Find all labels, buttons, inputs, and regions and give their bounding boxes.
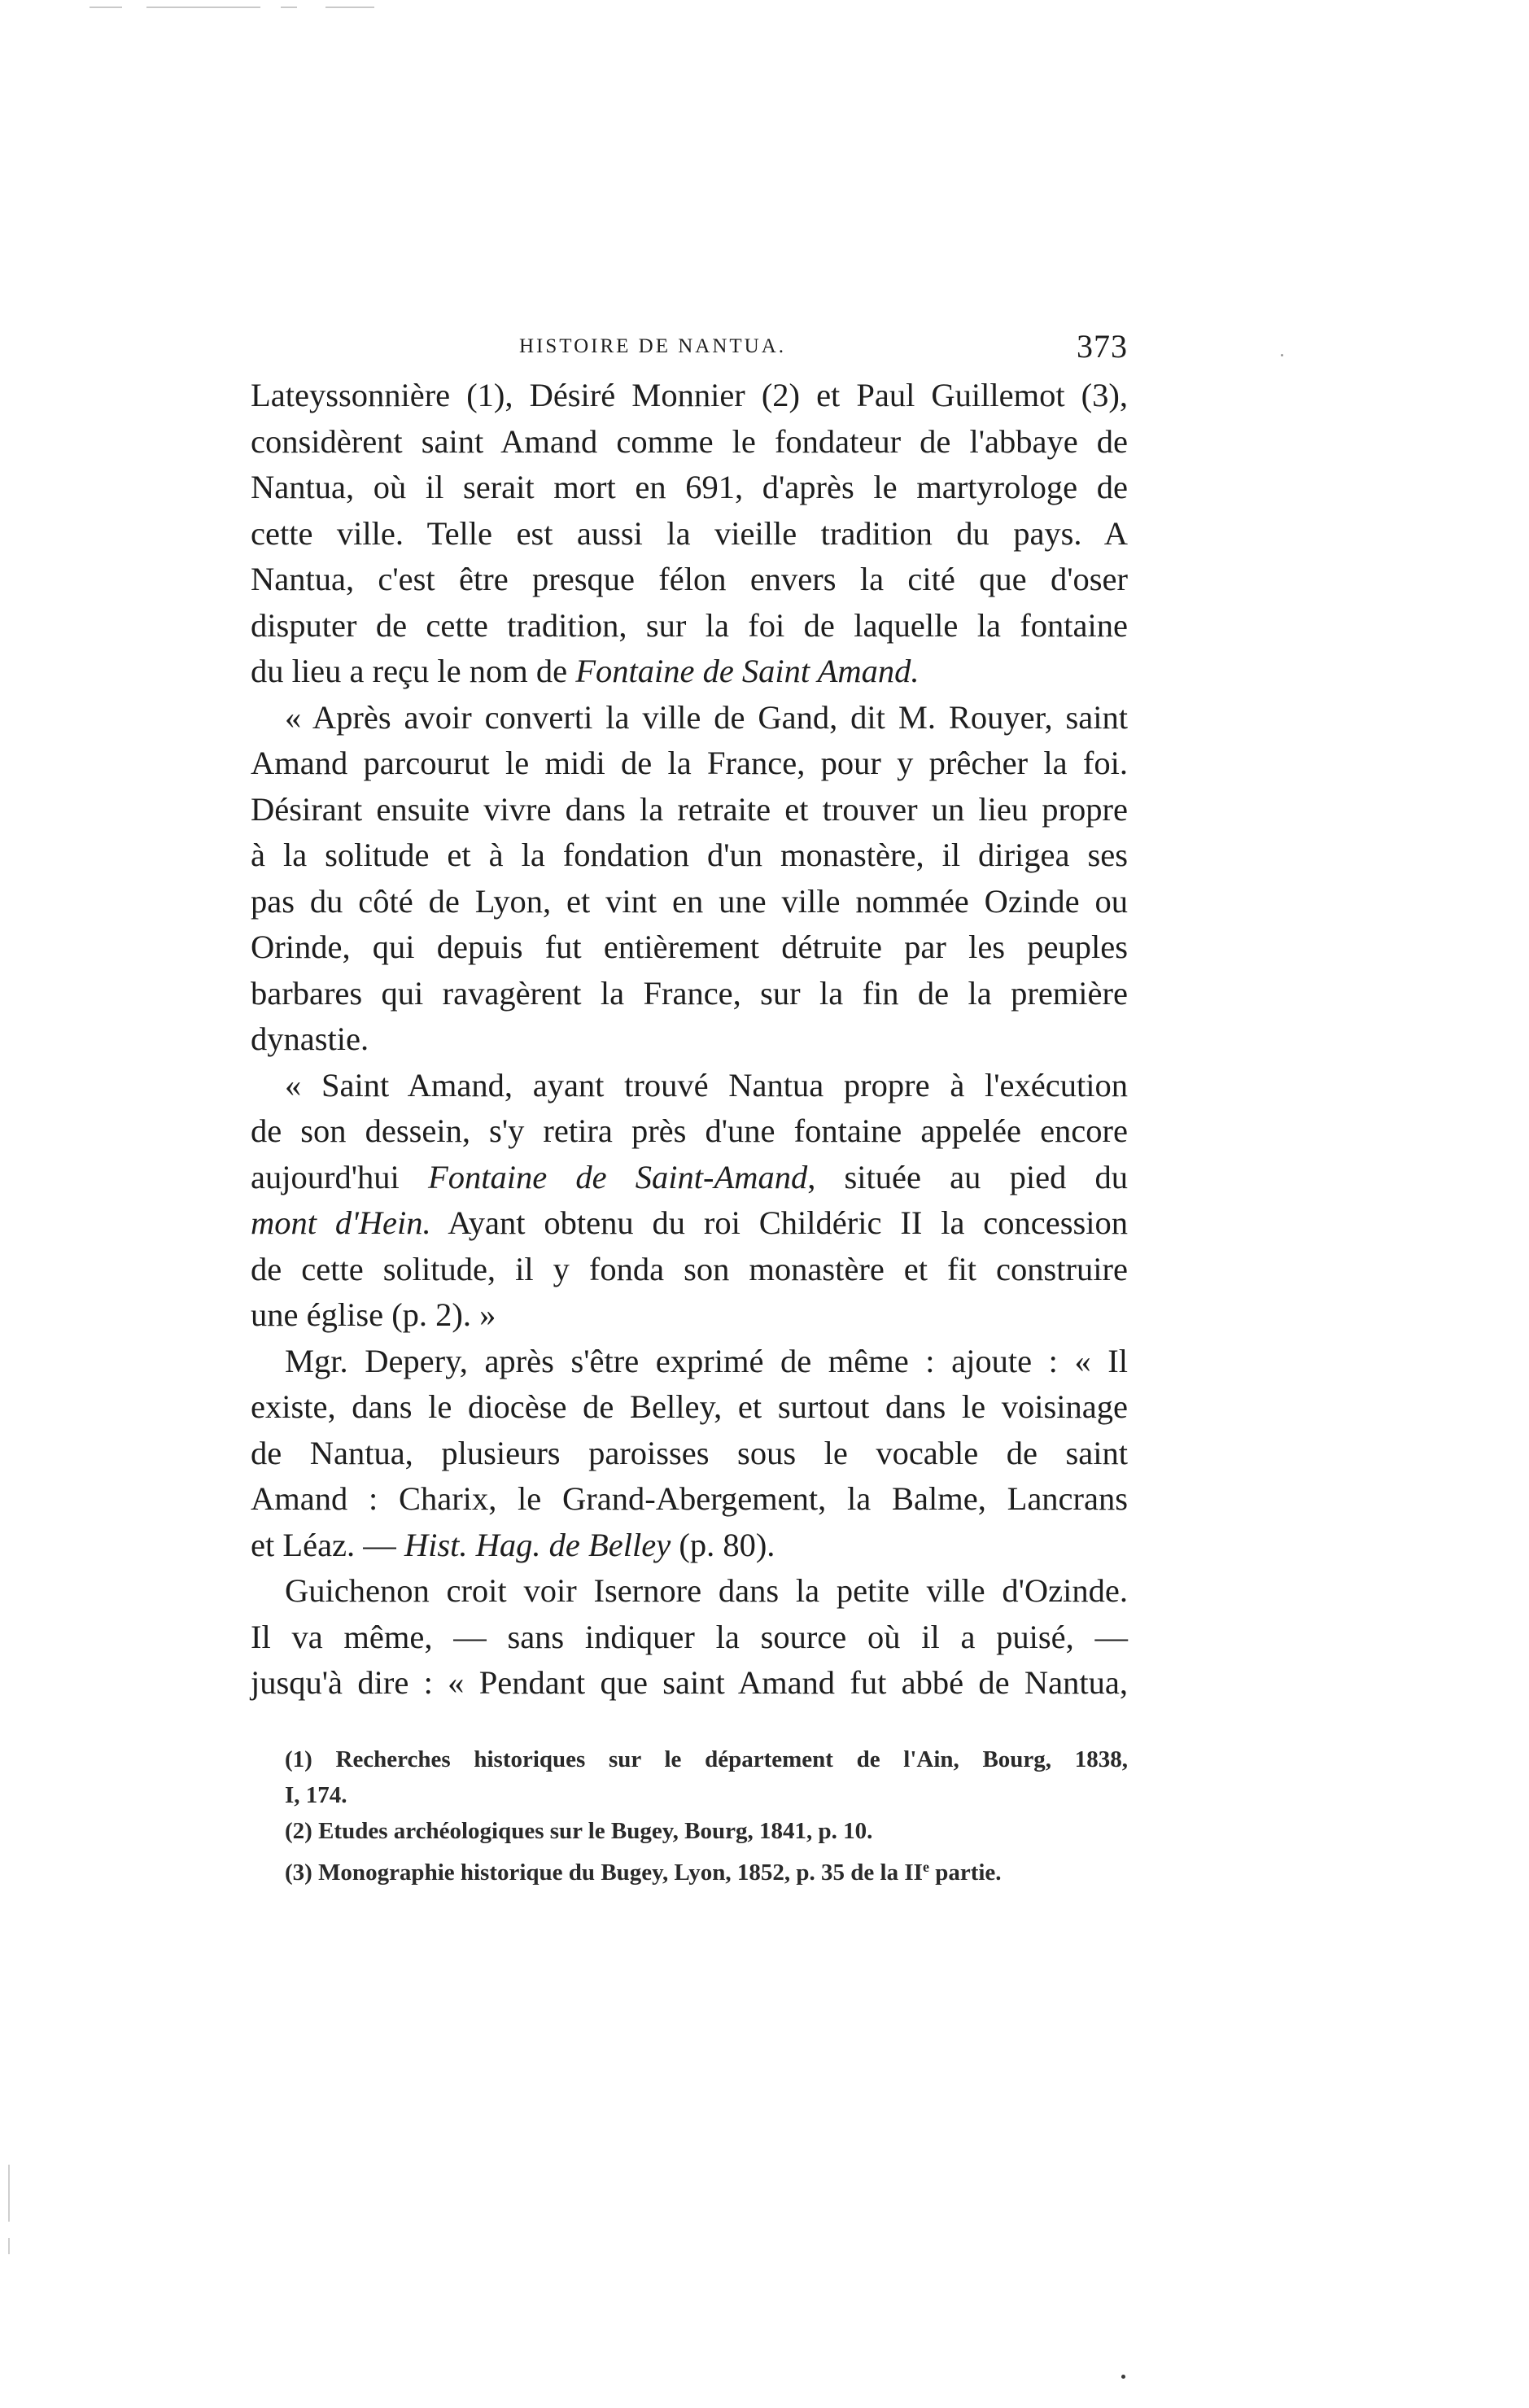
text-line: Nantua, où il serait mort en 691, d'après le martyrologe de bbox=[251, 469, 1128, 505]
running-title: HISTOIRE DE NANTUA. bbox=[519, 335, 787, 357]
text-line: cette ville. Telle est aussi la vieille tradition du pays. A bbox=[251, 514, 1128, 552]
text-line: de son dessein, s'y retira près d'une fontaine appelée encore bbox=[251, 1112, 1128, 1149]
page-number: 373 bbox=[1077, 328, 1128, 365]
text-line: Mgr. Depery, après s'être exprimé de même : ajoute : « Il bbox=[285, 1342, 1128, 1379]
scan-artifact bbox=[8, 2238, 10, 2254]
italic-place: mont d'Hein. bbox=[251, 1204, 431, 1241]
text-fragment: aujourd'hui bbox=[251, 1158, 400, 1195]
text-line bbox=[251, 1155, 1128, 1201]
text-line: à la solitude et à la fondation d'un monastère, il dirigea ses bbox=[251, 837, 1128, 873]
text-fragment: Ayant obtenu du roi Childéric II la concession bbox=[448, 1204, 1128, 1241]
text-line: « Après avoir converti la ville de Gand, dit M. Rouyer, saint bbox=[285, 698, 1128, 736]
footnote-2: (2) Etudes archéologiques sur le Bugey, Bourg, 1841, p. 10. bbox=[285, 1818, 873, 1844]
text-line: considèrent saint Amand comme le fondateur de l'abbaye de bbox=[251, 422, 1128, 460]
text-line: Lateyssonnière (1), Désiré Monnier (2) et Paul Guillemot (3), bbox=[251, 377, 1128, 413]
italic-title: Fontaine de Saint Amand. bbox=[575, 653, 920, 689]
text-line: Il va même, — sans indiquer la source où il a puisé, — bbox=[251, 1618, 1128, 1655]
text-line: Orinde, qui depuis fut entièrement détruite par les peuples bbox=[251, 929, 1128, 965]
text-fragment: (p. 80). bbox=[679, 1526, 775, 1563]
running-head bbox=[251, 328, 1128, 368]
text-line: dynastie. bbox=[251, 1020, 369, 1057]
text-line: de cette solitude, il y fonda son monastère et fit construire bbox=[251, 1250, 1128, 1287]
scan-artifact bbox=[8, 2165, 10, 2222]
text-line: Nantua, c'est être presque félon envers la cité que d'oser bbox=[251, 561, 1128, 597]
text-line: disputer de cette tradition, sur la foi de laquelle la fontaine bbox=[251, 606, 1128, 644]
text-line: Guichenon croit voir Isernore dans la petite ville d'Ozinde. bbox=[285, 1572, 1128, 1609]
text-fragment: et Léaz. — bbox=[251, 1526, 396, 1563]
text-line: Amand parcourut le midi de la France, pour y prêcher la foi. bbox=[251, 745, 1128, 781]
footnote-3-text: (3) Monographie historique du Bugey, Lyon, 1852, p. 35 de la II bbox=[285, 1860, 923, 1886]
text-line: de Nantua, plusieurs paroisses sous le vocable de saint bbox=[251, 1434, 1128, 1471]
text-line: Désirant ensuite vivre dans la retraite et trouver un lieu propre bbox=[251, 790, 1128, 828]
footnote-3-superscript: e bbox=[922, 1859, 929, 1875]
text-line: pas du côté de Lyon, et vint en une ville nommée Ozinde ou bbox=[251, 882, 1128, 920]
footnote-1-continued: I, 174. bbox=[285, 1782, 347, 1808]
footnotes bbox=[285, 1742, 1128, 1890]
text-fragment: du lieu a reçu le nom de bbox=[251, 653, 568, 689]
scan-artifact bbox=[146, 7, 260, 8]
text-line: Amand : Charix, le Grand-Abergement, la Balme, Lancrans bbox=[251, 1480, 1128, 1517]
text-line: « Saint Amand, ayant trouvé Nantua propre à l'exécution bbox=[285, 1066, 1128, 1103]
text-line: barbares qui ravagèrent la France, sur la fin de la première bbox=[251, 974, 1128, 1012]
text-line bbox=[251, 1523, 1128, 1569]
italic-title: Hist. Hag. de Belley bbox=[404, 1526, 671, 1563]
body-text bbox=[251, 373, 1128, 1707]
footnote-1: (1) Recherches historiques sur le département de l'Ain, Bourg, 1838, bbox=[285, 1746, 1128, 1772]
scan-artifact bbox=[90, 7, 122, 8]
text-line bbox=[251, 649, 1128, 695]
text-line bbox=[251, 1200, 1128, 1247]
text-fragment: , située au pied du bbox=[807, 1158, 1128, 1195]
italic-title: Fontaine de Saint-Amand bbox=[427, 1158, 808, 1195]
ink-speck bbox=[1121, 2375, 1125, 2379]
footnote-3-end: partie. bbox=[928, 1860, 1002, 1886]
text-line: jusqu'à dire : « Pendant que saint Amand fut abbé de Nantua, bbox=[251, 1664, 1128, 1701]
scan-artifact bbox=[325, 7, 374, 8]
ink-speck bbox=[1281, 354, 1283, 356]
text-line: une église (p. 2). » bbox=[251, 1296, 496, 1333]
text-line: existe, dans le diocèse de Belley, et surtout dans le voisinage bbox=[251, 1388, 1128, 1425]
footnote-3 bbox=[285, 1849, 1128, 1890]
scan-artifact bbox=[281, 7, 297, 8]
